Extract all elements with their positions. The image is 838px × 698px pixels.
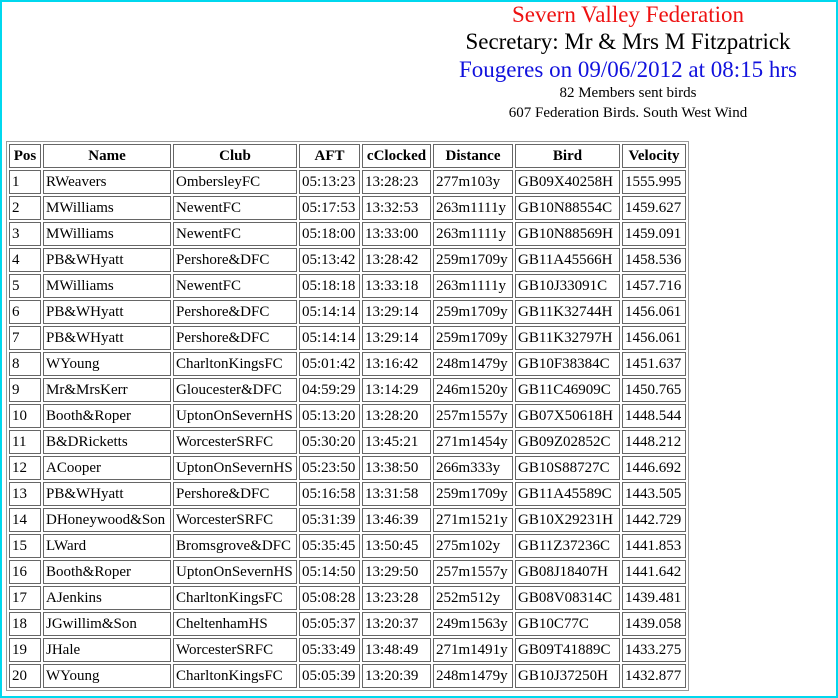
table-row xyxy=(9,612,686,636)
cell-name: PB&WHyatt xyxy=(43,326,171,350)
cell-velocity: 1439.481 xyxy=(622,586,686,610)
table-row xyxy=(9,196,686,220)
cell-velocity: 1443.505 xyxy=(622,482,686,506)
cell-distance: 257m1557y xyxy=(433,560,513,584)
cell-pos: 1 xyxy=(9,170,41,194)
cell-distance: 259m1709y xyxy=(433,482,513,506)
cell-distance: 271m1521y xyxy=(433,508,513,532)
table-row xyxy=(9,352,686,376)
table-row xyxy=(9,326,686,350)
members-count: 82 Members sent birds xyxy=(559,85,697,101)
cell-name: LWard xyxy=(43,534,171,558)
cell-clocked: 13:45:21 xyxy=(362,430,431,454)
secretary-line: Secretary: Mr & Mrs M Fitzpatrick xyxy=(465,29,791,54)
cell-aft: 05:14:50 xyxy=(299,560,360,584)
cell-name: JGwillim&Son xyxy=(43,612,171,636)
cell-pos: 10 xyxy=(9,404,41,428)
cell-name: B&DRicketts xyxy=(43,430,171,454)
cell-bird: GB11A45566H xyxy=(515,248,620,272)
cell-bird: GB10F38384C xyxy=(515,352,620,376)
cell-velocity: 1459.091 xyxy=(622,222,686,246)
cell-club: NewentFC xyxy=(173,196,297,220)
cell-bird: GB11Z37236C xyxy=(515,534,620,558)
col-distance: Distance xyxy=(433,144,513,168)
cell-aft: 05:14:14 xyxy=(299,326,360,350)
header-row xyxy=(9,144,686,168)
table-row xyxy=(9,300,686,324)
cell-club: Bromsgrove&DFC xyxy=(173,534,297,558)
col-pos: Pos xyxy=(9,144,41,168)
cell-club: Pershore&DFC xyxy=(173,248,297,272)
cell-club: Pershore&DFC xyxy=(173,482,297,506)
cell-name: PB&WHyatt xyxy=(43,300,171,324)
cell-club: UptonOnSevernHS xyxy=(173,404,297,428)
cell-bird: GB07X50618H xyxy=(515,404,620,428)
cell-bird: GB09T41889C xyxy=(515,638,620,662)
cell-aft: 05:18:00 xyxy=(299,222,360,246)
table-row xyxy=(9,248,686,272)
cell-velocity: 1459.627 xyxy=(622,196,686,220)
results-body xyxy=(9,170,686,688)
cell-aft: 05:08:28 xyxy=(299,586,360,610)
cell-pos: 17 xyxy=(9,586,41,610)
cell-bird: GB10S88727C xyxy=(515,456,620,480)
cell-velocity: 1432.877 xyxy=(622,664,686,688)
cell-distance: 246m1520y xyxy=(433,378,513,402)
cell-name: Mr&MrsKerr xyxy=(43,378,171,402)
table-row xyxy=(9,456,686,480)
cell-aft: 05:13:23 xyxy=(299,170,360,194)
cell-pos: 19 xyxy=(9,638,41,662)
cell-bird: GB11K32744H xyxy=(515,300,620,324)
cell-aft: 05:31:39 xyxy=(299,508,360,532)
cell-name: PB&WHyatt xyxy=(43,248,171,272)
cell-pos: 5 xyxy=(9,274,41,298)
cell-distance: 248m1479y xyxy=(433,352,513,376)
cell-clocked: 13:23:28 xyxy=(362,586,431,610)
cell-velocity: 1456.061 xyxy=(622,300,686,324)
cell-aft: 04:59:29 xyxy=(299,378,360,402)
cell-bird: GB11C46909C xyxy=(515,378,620,402)
cell-club: Gloucester&DFC xyxy=(173,378,297,402)
cell-pos: 9 xyxy=(9,378,41,402)
cell-velocity: 1458.536 xyxy=(622,248,686,272)
table-row xyxy=(9,508,686,532)
col-velocity: Velocity xyxy=(622,144,686,168)
cell-velocity: 1439.058 xyxy=(622,612,686,636)
cell-clocked: 13:32:53 xyxy=(362,196,431,220)
cell-club: UptonOnSevernHS xyxy=(173,560,297,584)
cell-clocked: 13:29:14 xyxy=(362,326,431,350)
birds-and-wind: 607 Federation Birds. South West Wind xyxy=(508,105,748,121)
col-name: Name xyxy=(43,144,171,168)
cell-pos: 13 xyxy=(9,482,41,506)
cell-pos: 15 xyxy=(9,534,41,558)
table-row xyxy=(9,482,686,506)
cell-velocity: 1451.637 xyxy=(622,352,686,376)
cell-club: CharltonKingsFC xyxy=(173,586,297,610)
cell-bird: GB09Z02852C xyxy=(515,430,620,454)
cell-distance: 271m1491y xyxy=(433,638,513,662)
col-clocked: cClocked xyxy=(362,144,431,168)
cell-velocity: 1456.061 xyxy=(622,326,686,350)
table-row xyxy=(9,378,686,402)
cell-aft: 05:05:39 xyxy=(299,664,360,688)
cell-distance: 259m1709y xyxy=(433,248,513,272)
cell-club: OmbersleyFC xyxy=(173,170,297,194)
cell-clocked: 13:33:00 xyxy=(362,222,431,246)
cell-distance: 252m512y xyxy=(433,586,513,610)
cell-bird: GB10N88554C xyxy=(515,196,620,220)
cell-velocity: 1450.765 xyxy=(622,378,686,402)
cell-club: WorcesterSRFC xyxy=(173,430,297,454)
cell-name: DHoneywood&Son xyxy=(43,508,171,532)
cell-velocity: 1441.853 xyxy=(622,534,686,558)
cell-club: WorcesterSRFC xyxy=(173,508,297,532)
results-table xyxy=(6,141,689,691)
table-row xyxy=(9,170,686,194)
cell-club: WorcesterSRFC xyxy=(173,638,297,662)
cell-bird: GB10J33091C xyxy=(515,274,620,298)
table-row xyxy=(9,586,686,610)
cell-pos: 3 xyxy=(9,222,41,246)
table-row xyxy=(9,404,686,428)
cell-distance: 266m333y xyxy=(433,456,513,480)
cell-aft: 05:30:20 xyxy=(299,430,360,454)
cell-club: NewentFC xyxy=(173,274,297,298)
cell-clocked: 13:29:14 xyxy=(362,300,431,324)
cell-name: WYoung xyxy=(43,352,171,376)
cell-name: Booth&Roper xyxy=(43,404,171,428)
cell-clocked: 13:31:58 xyxy=(362,482,431,506)
cell-bird: GB09X40258H xyxy=(515,170,620,194)
cell-bird: GB08J18407H xyxy=(515,560,620,584)
federation-title: Severn Valley Federation xyxy=(511,2,745,27)
cell-pos: 6 xyxy=(9,300,41,324)
cell-distance: 263m1111y xyxy=(433,274,513,298)
cell-velocity: 1448.212 xyxy=(622,430,686,454)
cell-name: RWeavers xyxy=(43,170,171,194)
cell-clocked: 13:29:50 xyxy=(362,560,431,584)
cell-club: CharltonKingsFC xyxy=(173,352,297,376)
cell-pos: 7 xyxy=(9,326,41,350)
table-row xyxy=(9,222,686,246)
table-row xyxy=(9,638,686,662)
cell-bird: GB10J37250H xyxy=(515,664,620,688)
cell-clocked: 13:20:37 xyxy=(362,612,431,636)
cell-distance: 259m1709y xyxy=(433,326,513,350)
cell-aft: 05:16:58 xyxy=(299,482,360,506)
cell-club: NewentFC xyxy=(173,222,297,246)
cell-clocked: 13:14:29 xyxy=(362,378,431,402)
cell-velocity: 1441.642 xyxy=(622,560,686,584)
cell-club: Pershore&DFC xyxy=(173,300,297,324)
cell-clocked: 13:16:42 xyxy=(362,352,431,376)
cell-name: MWilliams xyxy=(43,274,171,298)
cell-clocked: 13:28:23 xyxy=(362,170,431,194)
cell-bird: GB08V08314C xyxy=(515,586,620,610)
cell-pos: 11 xyxy=(9,430,41,454)
cell-name: Booth&Roper xyxy=(43,560,171,584)
cell-pos: 4 xyxy=(9,248,41,272)
cell-bird: GB11K32797H xyxy=(515,326,620,350)
cell-pos: 18 xyxy=(9,612,41,636)
cell-name: MWilliams xyxy=(43,196,171,220)
cell-bird: GB10N88569H xyxy=(515,222,620,246)
cell-name: AJenkins xyxy=(43,586,171,610)
cell-pos: 8 xyxy=(9,352,41,376)
col-bird: Bird xyxy=(515,144,620,168)
cell-distance: 263m1111y xyxy=(433,196,513,220)
cell-name: PB&WHyatt xyxy=(43,482,171,506)
cell-club: Pershore&DFC xyxy=(173,326,297,350)
cell-club: UptonOnSevernHS xyxy=(173,456,297,480)
cell-distance: 259m1709y xyxy=(433,300,513,324)
cell-velocity: 1442.729 xyxy=(622,508,686,532)
cell-clocked: 13:38:50 xyxy=(362,456,431,480)
cell-clocked: 13:20:39 xyxy=(362,664,431,688)
cell-distance: 263m1111y xyxy=(433,222,513,246)
col-aft: AFT xyxy=(299,144,360,168)
cell-distance: 248m1479y xyxy=(433,664,513,688)
cell-distance: 271m1454y xyxy=(433,430,513,454)
cell-velocity: 1555.995 xyxy=(622,170,686,194)
cell-velocity: 1457.716 xyxy=(622,274,686,298)
cell-pos: 14 xyxy=(9,508,41,532)
table-row xyxy=(9,534,686,558)
table-row xyxy=(9,560,686,584)
cell-aft: 05:14:14 xyxy=(299,300,360,324)
cell-clocked: 13:48:49 xyxy=(362,638,431,662)
cell-name: MWilliams xyxy=(43,222,171,246)
cell-bird: GB10C77C xyxy=(515,612,620,636)
cell-clocked: 13:33:18 xyxy=(362,274,431,298)
cell-velocity: 1448.544 xyxy=(622,404,686,428)
cell-clocked: 13:28:20 xyxy=(362,404,431,428)
col-club: Club xyxy=(173,144,297,168)
cell-club: CheltenhamHS xyxy=(173,612,297,636)
cell-pos: 12 xyxy=(9,456,41,480)
results-header xyxy=(422,2,834,123)
cell-pos: 20 xyxy=(9,664,41,688)
cell-aft: 05:18:18 xyxy=(299,274,360,298)
cell-velocity: 1433.275 xyxy=(622,638,686,662)
cell-pos: 2 xyxy=(9,196,41,220)
cell-aft: 05:13:42 xyxy=(299,248,360,272)
cell-clocked: 13:50:45 xyxy=(362,534,431,558)
cell-aft: 05:35:45 xyxy=(299,534,360,558)
cell-aft: 05:01:42 xyxy=(299,352,360,376)
cell-aft: 05:23:50 xyxy=(299,456,360,480)
table-row xyxy=(9,664,686,688)
cell-clocked: 13:28:42 xyxy=(362,248,431,272)
cell-pos: 16 xyxy=(9,560,41,584)
cell-name: WYoung xyxy=(43,664,171,688)
cell-aft: 05:05:37 xyxy=(299,612,360,636)
cell-aft: 05:33:49 xyxy=(299,638,360,662)
cell-distance: 257m1557y xyxy=(433,404,513,428)
cell-name: JHale xyxy=(43,638,171,662)
cell-distance: 249m1563y xyxy=(433,612,513,636)
cell-name: ACooper xyxy=(43,456,171,480)
cell-velocity: 1446.692 xyxy=(622,456,686,480)
table-row xyxy=(9,274,686,298)
cell-aft: 05:13:20 xyxy=(299,404,360,428)
race-line: Fougeres on 09/06/2012 at 08:15 hrs xyxy=(459,57,797,82)
cell-clocked: 13:46:39 xyxy=(362,508,431,532)
cell-distance: 277m103y xyxy=(433,170,513,194)
cell-distance: 275m102y xyxy=(433,534,513,558)
cell-aft: 05:17:53 xyxy=(299,196,360,220)
cell-bird: GB10X29231H xyxy=(515,508,620,532)
table-row xyxy=(9,430,686,454)
cell-bird: GB11A45589C xyxy=(515,482,620,506)
cell-club: CharltonKingsFC xyxy=(173,664,297,688)
